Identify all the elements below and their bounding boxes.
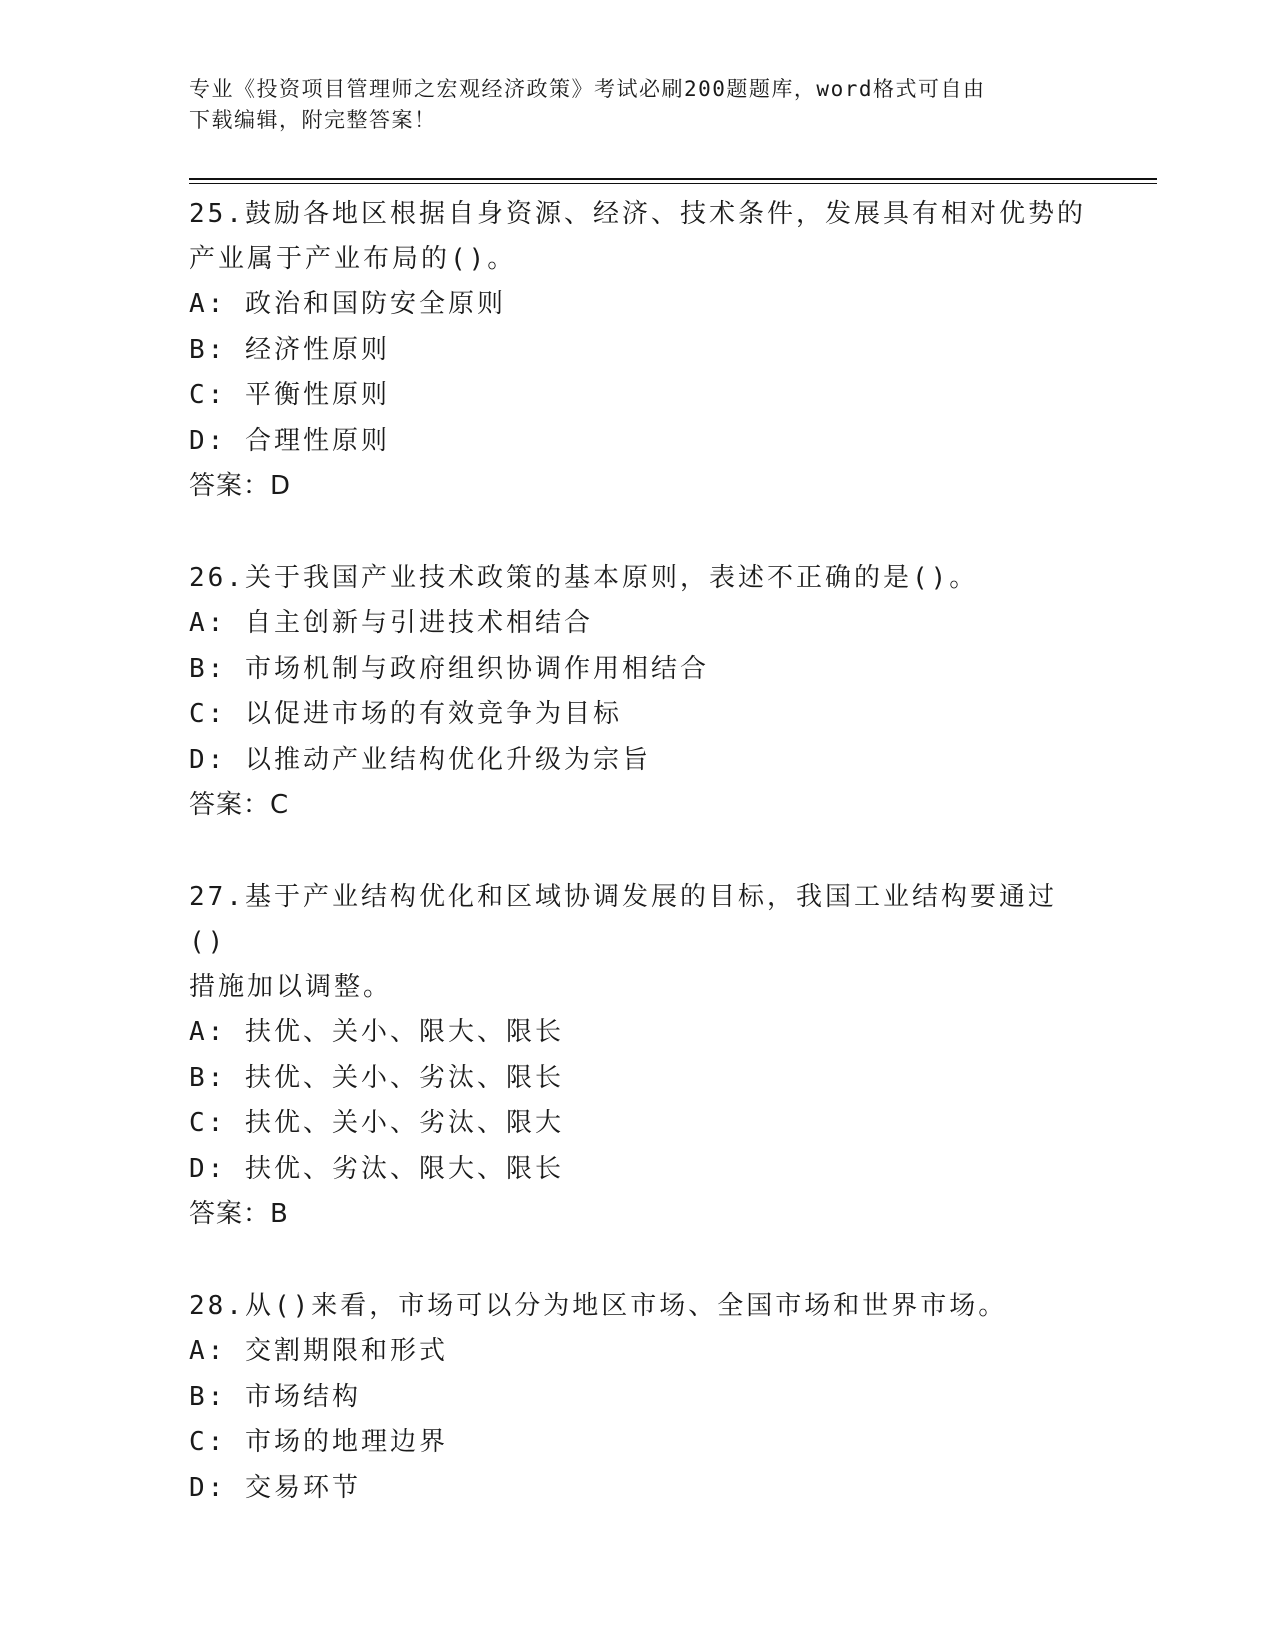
answer-line: 答案：C [189, 790, 290, 820]
option-a: A: 自主创新与引进技术相结合 [189, 608, 593, 638]
header-divider-thick [189, 178, 1157, 180]
option-b: B: 扶优、关小、劣汰、限长 [189, 1062, 564, 1093]
question-stem [189, 1282, 1089, 1329]
question-stem-line: 25.鼓励各地区根据自身资源、经济、技术条件，发展具有相对优势的 [189, 199, 1086, 229]
option-c: C: 扶优、关小、劣汰、限大 [189, 1108, 564, 1138]
option-d: D: 扶优、劣汰、限大、限长 [189, 1153, 564, 1184]
question-stem [189, 190, 1089, 282]
document-header [189, 74, 1089, 136]
question-list [189, 190, 1089, 1556]
question-28 [189, 1282, 1089, 1511]
question-stem-line: 产业属于产业布局的()。 [189, 244, 517, 274]
question-stem [189, 554, 1089, 601]
header-divider-thin [189, 183, 1157, 184]
question-stem-line: 28.从()来看，市场可以分为地区市场、全国市场和世界市场。 [189, 1291, 1008, 1321]
option-a: A: 扶优、关小、限大、限长 [189, 1017, 564, 1047]
question-stem-line: 26.关于我国产业技术政策的基本原则，表述不正确的是()。 [189, 563, 979, 593]
option-b: B: 经济性原则 [189, 334, 390, 365]
header-line-2: 下载编辑，附完整答案！ [189, 108, 437, 132]
option-b: B: 市场机制与政府组织协调作用相结合 [189, 653, 709, 684]
option-d: D: 合理性原则 [189, 425, 390, 456]
option-a: A: 交割期限和形式 [189, 1336, 448, 1366]
option-a: A: 政治和国防安全原则 [189, 289, 506, 319]
question-26 [189, 554, 1089, 828]
option-c: C: 平衡性原则 [189, 380, 390, 410]
question-25 [189, 190, 1089, 509]
option-d: D: 以推动产业结构优化升级为宗旨 [189, 744, 651, 775]
option-c: C: 以促进市场的有效竞争为目标 [189, 699, 622, 729]
question-27 [189, 873, 1089, 1237]
option-c: C: 市场的地理边界 [189, 1427, 448, 1457]
option-d: D: 交易环节 [189, 1472, 361, 1503]
header-line-1: 专业《投资项目管理师之宏观经济政策》考试必刷200题题库，word格式可自由 [189, 77, 986, 101]
answer-line: 答案：D [189, 471, 292, 501]
question-stem-line: 措施加以调整。 [189, 972, 393, 1002]
question-stem [189, 873, 1089, 1010]
option-b: B: 市场结构 [189, 1381, 361, 1412]
question-stem-line: 27.基于产业结构优化和区域协调发展的目标，我国工业结构要通过() [189, 882, 1057, 957]
answer-line: 答案：B [189, 1199, 289, 1229]
